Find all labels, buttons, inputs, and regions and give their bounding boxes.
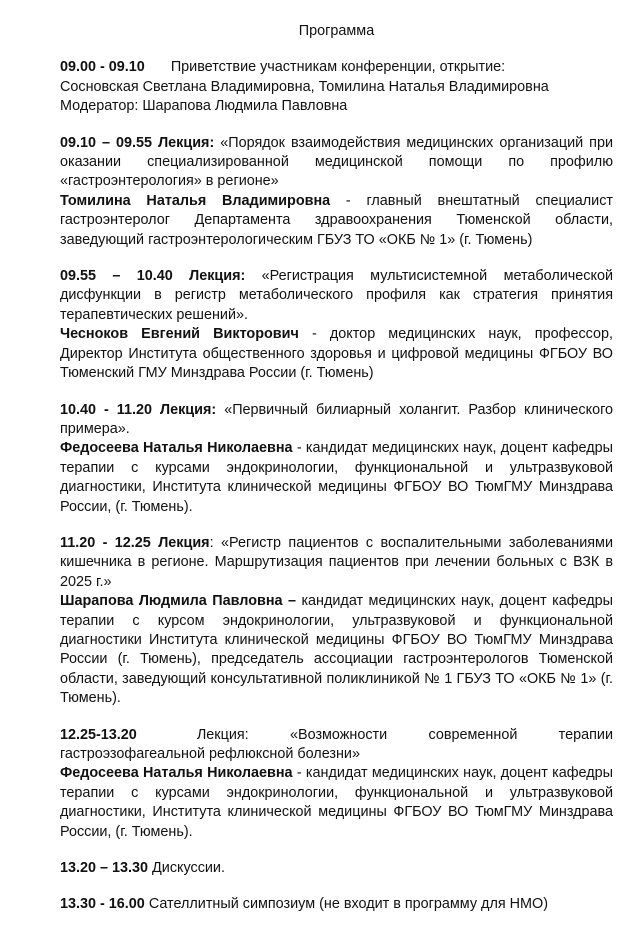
discussion-text: Дискуссии. (152, 860, 225, 877)
session-time: 12.25-13.20 (60, 726, 137, 743)
session-topic: : «Регистр пациентов с воспалительными заболеваниями кишечника в регионе. Маршрутизация пациентов при лечении больных с ВЗК в 2025 г.» (60, 534, 613, 590)
speaker-description: - кандидат медицинских наук, доцент кафедры терапии с курсами эндокринологии, функциональной и ультразвуковой диагностики, Института клинической медицины ФГБОУ ВО ТюмГМУ Минздрава России, (г. Тюмень). (60, 765, 613, 840)
session-label: Лекция (158, 534, 210, 551)
session-time: 13.20 – 13.30 (60, 860, 149, 877)
discussion-block (60, 859, 613, 878)
session-block (60, 401, 613, 517)
speaker-name: Томилина Наталья Владимировна (60, 192, 331, 209)
opening-block (60, 58, 613, 116)
session-time: 13.30 - 16.00 (60, 896, 145, 913)
speaker-name: Федосеева Наталья Николаевна (60, 765, 293, 782)
speaker-description: кандидат медицинских наук, доцент кафедры терапии с курсом эндокринологии, ультразвуковой и функциональной диагностики Института клинической медицины ФГБОУ ВО ТюмГМУ Минздрава России (г. Тюмень), председатель ассоциации гастроэнтерологов Тюменской области, заведующий консультативной поликлиникой № 1 ГБУЗ ТО «ОКБ № 1» (г. Тюмень). (60, 593, 614, 707)
speaker-name: Чесноков Евгений Викторович (60, 326, 299, 343)
session-topic: «Регистрация мультисистемной метаболической дисфункции в регистр метаболического профиля как стратегия принятия терапевтических решений». (60, 268, 613, 323)
session-label: Лекция: (189, 268, 246, 285)
session-topic: «Возможности современной терапии гастроэзофагеальной рефлюксной болезни» (60, 726, 613, 762)
session-topic: «Порядок взаимодействия медицинских организаций при оказании специализированной медицинской помощи по профилю «гастроэнтерология» в регионе» (60, 134, 614, 190)
program-document (60, 22, 613, 932)
symposium-block (60, 895, 613, 914)
symposium-text: Сателлитный симпозиум (не входит в программу для НМО) (148, 896, 549, 913)
speaker-description: - кандидат медицинских наук, доцент кафедры терапии с курсами эндокринологии, функциональной и ультразвуковой диагностики, Института клинической медицины ФГБОУ ВО ТюмГМУ Минздрава России, (г. Тюмень). (60, 440, 613, 515)
speaker-description: - главный внештатный специалист гастроэнтеролог Департамента здравоохранения Тюменской области, заведующий гастроэнтерологическим ГБУЗ ТО «ОКБ № 1» (г. Тюмень) (60, 192, 613, 248)
speaker-description: - доктор медицинских наук, профессор, Директор Института общественного здоровья и цифровой медицины ФГБОУ ВО Тюменский ГМУ Минздрава России (г. Тюмень) (60, 326, 614, 382)
session-label: Лекция: (160, 401, 217, 418)
session-time: 11.20 - 12.25 (60, 534, 151, 551)
moderator: Модератор: Шарапова Людмила Павловна (60, 98, 348, 115)
session-block (60, 726, 613, 842)
session-time: 10.40 - 11.20 (60, 401, 152, 418)
speaker-name: Шарапова Людмила Павловна – (60, 593, 296, 610)
opening-speakers: Сосновская Светлана Владимировна, Томилина Наталья Владимировна (60, 78, 549, 95)
session-block (60, 267, 613, 383)
page-title: Программа (298, 23, 375, 39)
session-time: 09.10 – 09.55 (60, 134, 153, 151)
session-time: 09.55 – 10.40 (60, 268, 173, 285)
session-block (60, 534, 613, 709)
session-label: Лекция: (196, 726, 249, 743)
session-time: 09.00 - 09.10 (60, 59, 145, 76)
session-block (60, 134, 613, 250)
opening-line (60, 58, 613, 77)
opening-text: Приветствие участникам конференции, открытие: (170, 59, 506, 76)
session-topic: «Первичный билиарный холангит. Разбор клинического примера». (60, 401, 614, 437)
session-label: Лекция: (158, 134, 215, 151)
speaker-name: Федосеева Наталья Николаевна (60, 440, 293, 457)
